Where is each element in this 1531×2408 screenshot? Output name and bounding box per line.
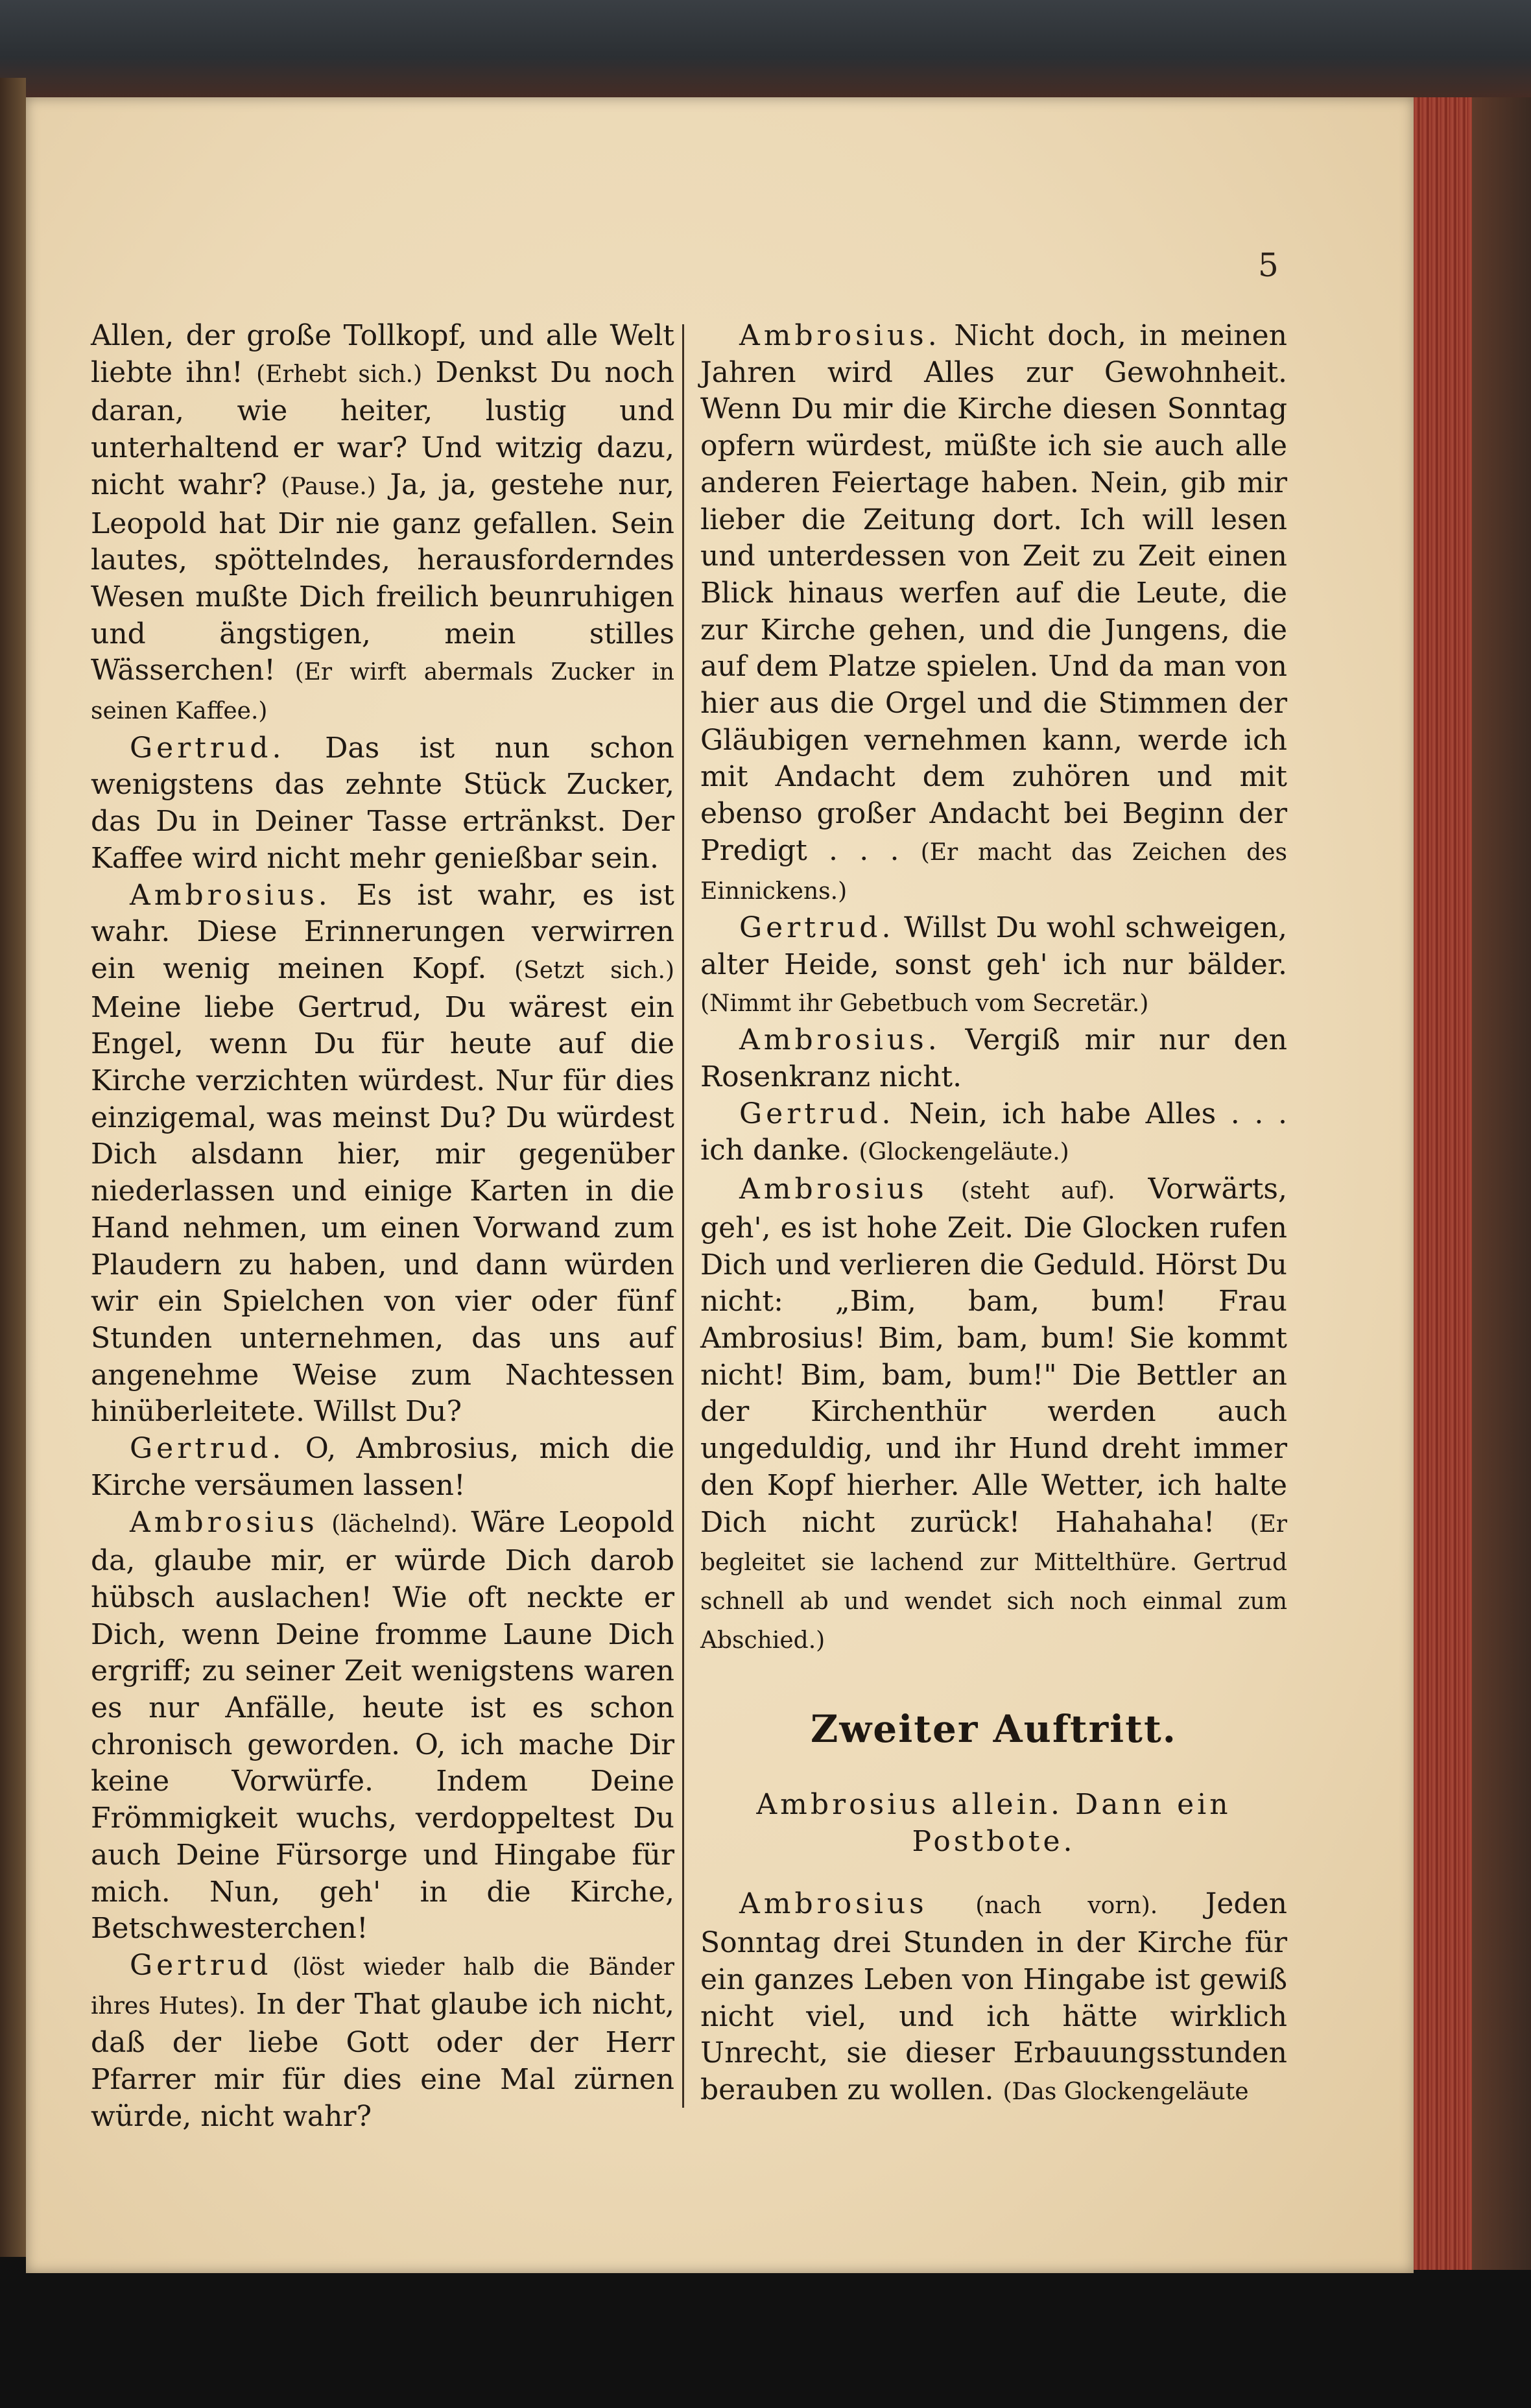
speech-text: Meine liebe Gertrud, Du wärest ein Engel, wenn Du für heute auf die Kirche verzichten würdest. Nur für dies einzigemal, was meinst Du? Du würdest Dich alsdann hier, mir gegenüber niederlassen und einige Karten in die Hand nehmen, um einen Vorwand zum Plaudern zu haben, und dann würden wir ein Spielchen von vier oder fünf Stunden unternehmen, das uns auf angenehme Weise zum Nachtessen hinüberleitete. Willst Du?: [91, 990, 674, 1429]
stage-direction: (Setzt sich.): [514, 957, 674, 984]
stage-direction: (Erhebt sich.): [256, 361, 423, 388]
speech-text: O, Ambrosius, mich die Kirche versäumen lassen!: [91, 1432, 674, 1502]
stage-direction: (steht auf).: [960, 1178, 1115, 1205]
left-column: [91, 318, 674, 2134]
stage-direction: (Er begleitet sie lachend zur Mittelthüre. Gertrud schnell ab und wendet sich noch einmal zum Abschied.): [700, 1510, 1287, 1654]
stage-direction: (lächelnd).: [331, 1510, 458, 1538]
book-top-background: [0, 0, 1531, 104]
speech-text: Willst Du wohl schweigen, alter Heide, sonst geh' ich nur bälder.: [700, 911, 1287, 981]
speech-text: Ja, ja, gestehe nur, Leopold hat Dir nie ganz gefallen. Sein lautes, spöttelndes, herausforderndes Wesen mußte Dich freilich beunruhigen und ängstigen, mein stilles Wässerchen!: [91, 468, 674, 687]
speaker-name: Ambrosius.: [130, 878, 331, 912]
speech-text: Jeden Sonntag drei Stunden in der Kirche für ein ganzes Leben von Hingabe ist gewiß nicht viel, und ich hätte wirklich Unrecht, sie dieser Erbauungsstunden berauben zu wollen.: [700, 1887, 1287, 2106]
speech-paragraph: [700, 318, 1287, 910]
stage-direction: (Er wirft abermals Zucker in seinen Kaffee.): [91, 659, 674, 725]
speech-paragraph: [700, 1171, 1287, 1659]
speaker-name: Ambrosius: [739, 1887, 928, 1921]
speech-paragraph: [91, 1505, 674, 1948]
stage-direction: (Das Glockengeläute: [1003, 2078, 1249, 2105]
speech-paragraph: [700, 1886, 1287, 2110]
stage-direction: (Glockengeläute.): [859, 1139, 1069, 1166]
speech-paragraph: [700, 1022, 1287, 1095]
speech-text: Vorwärts, geh', es ist hohe Zeit. Die Glocken rufen Dich und verlieren die Geduld. Hörst Du nicht: „Bim, bam, bum! Frau Ambrosius! Bim, bam, bum! Sie kommt nicht! Bim, bam, bum!" Die Bettler an der Kirchenthür werden auch ungeduldig, und ihr Hund dreht immer den Kopf hierher. Alle Wetter, ich halte Dich nicht zurück! Hahahaha!: [700, 1173, 1287, 1539]
book-bottom-background: [0, 2257, 1531, 2408]
speech-text: Allen, der große Tollkopf, und alle Welt liebte ihn!: [91, 319, 674, 389]
speech-paragraph: [91, 1431, 674, 1504]
speech-text: Das ist nun schon wenigstens das zehnte Stück Zucker, das Du in Deiner Tasse ertränkst. Der Kaffee wird nicht mehr genießbar sein.: [91, 731, 674, 875]
speech-paragraph: [91, 1948, 674, 2136]
speech-text: In der That glaube ich nicht, daß der liebe Gott oder der Herr Pfarrer mir für dies eine Mal zürnen würde, nicht wahr?: [91, 1987, 674, 2133]
book-spine-edge: [0, 78, 26, 2335]
speech-text: Nicht doch, in meinen Jahren wird Alles zur Gewohnheit. Wenn Du mir die Kirche diesen Sonntag opfern würdest, müßte ich sie auch alle anderen Feiertage haben. Nein, gib mir lieber die Zeitung dort. Ich will lesen und unterdessen von Zeit zu Zeit einen Blick hinaus werfen auf die Leute, die zur Kirche gehen, und die Jungens, die auf dem Platze spielen. Und da man von hier aus die Orgel und die Stimmen der Gläubigen vernehmen kann, werde ich mit Andacht dem zuhören und mit ebenso großer Andacht bei Beginn der Predigt . . .: [700, 319, 1287, 867]
scene-heading: Zweiter Auftritt.: [811, 1707, 1177, 1752]
speech-paragraph: [91, 318, 674, 730]
speaker-name: Ambrosius.: [739, 319, 941, 352]
speech-paragraph: [700, 910, 1287, 1022]
book-cover-edge: [1472, 97, 1531, 2270]
speaker-name: Gertrud.: [130, 731, 285, 765]
cast-line-2: Postbote.: [912, 1824, 1076, 1858]
stage-direction: (Nimmt ihr Gebetbuch vom Secretär.): [700, 990, 1149, 1017]
speech-text: Vergiß mir nur den Rosenkranz nicht.: [700, 1023, 1287, 1094]
right-column: [700, 318, 1287, 2134]
column-divider: [682, 324, 684, 2108]
speech-paragraph: [700, 1096, 1287, 1171]
speech-text: Nein, ich habe Alles . . . ich danke.: [700, 1097, 1287, 1167]
speaker-name: Gertrud.: [130, 1432, 285, 1466]
speaker-name: Ambrosius: [739, 1173, 928, 1206]
page-number: 5: [1258, 246, 1279, 284]
speech-text: Wäre Leopold da, glaube mir, er würde Dich darob hübsch auslachen! Wie oft neckte er Dich, wenn Deine fromme Laune Dich ergriff; zu seiner Zeit wenigstens waren es nur Anfälle, heute ist es schon chronisch geworden. O, ich mache Dir keine Vorwürfe. Indem Deine Frömmigkeit wuchs, verdoppeltest Du auch Deine Fürsorge und Hingabe für mich. Nun, geh' in die Kirche, Betschwesterchen!: [91, 1505, 674, 1946]
speaker-name: Gertrud: [130, 1948, 272, 1982]
stage-direction: (Pause.): [281, 473, 376, 500]
stage-direction: (nach vorn).: [975, 1892, 1158, 1920]
speaker-name: Ambrosius.: [739, 1023, 941, 1057]
speech-paragraph: [91, 877, 674, 1431]
speaker-name: Gertrud.: [739, 911, 895, 945]
cast-line-1: Ambrosius allein. Dann ein: [756, 1788, 1231, 1822]
speech-text: Denkst Du noch daran, wie heiter, lustig und unterhaltend er war? Und witzig dazu, nicht wahr?: [91, 355, 674, 501]
speech-text: Es ist wahr, es ist wahr. Diese Erinnerungen verwirren ein wenig meinen Kopf.: [91, 878, 674, 985]
stage-direction: (löst wieder halb die Bänder ihres Hutes).: [91, 1953, 674, 2020]
cast-line: [700, 1787, 1287, 1860]
speaker-name: Ambrosius: [130, 1505, 318, 1539]
speech-paragraph: [91, 730, 674, 877]
stage-direction: (Er macht das Zeichen des Einnickens.): [700, 839, 1287, 905]
speaker-name: Gertrud.: [739, 1097, 895, 1130]
